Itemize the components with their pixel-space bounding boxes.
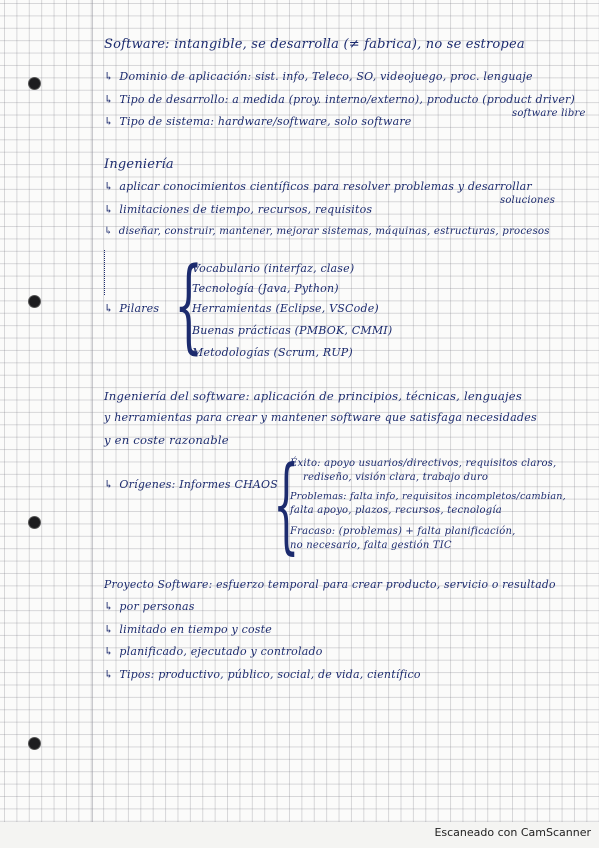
ingenieria-title: Ingeniería [104,157,174,172]
chaos-exito-cont: rediseño, visión clara, trabajo duro [303,472,489,483]
pilar-item: Herramientas (Eclipse, VSCode) [192,302,379,315]
list-item: ↳ limitaciones de tiempo, recursos, requisitos [104,203,373,216]
list-item: ↳ Dominio de aplicación: sist. info, Teleco, SO, videojuego, proc. lenguaje [104,70,533,83]
connector-line [104,250,106,295]
pilar-item: Buenas prácticas (PMBOK, CMMI) [192,324,393,337]
ing-software-title-line: y en coste razonable [104,433,229,447]
list-item: ↳ Tipo de desarrollo: a medida (proy. interno/externo), producto (product driver) [104,93,576,106]
chaos-problemas-cont: falta apoyo, plazos, recursos, tecnología [290,505,502,516]
pilar-item: Metodologías (Scrum, RUP) [192,346,353,359]
software-title: Software: intangible, se desarrolla (≠ fabrica), no se estropea [104,37,525,52]
chaos-problemas: Problemas: falta info, requisitos incompletos/cambian, [290,491,566,502]
list-item: ↳ por personas [104,600,195,613]
list-item: ↳ Tipos: productivo, público, social, de vida, científico [104,668,421,681]
origenes-label: ↳ Orígenes: Informes CHAOS [104,478,278,491]
list-item-continuation: soluciones [500,195,556,206]
list-item: ↳ planificado, ejecutado y controlado [104,645,323,658]
pilares-brace: { [174,246,204,365]
list-item: ↳ aplicar conocimientos científicos para resolver problemas y desarrollar [104,180,532,193]
list-item: ↳ diseñar, construir, mantener, mejorar sistemas, máquinas, estructuras, procesos [104,226,550,237]
binder-hole [29,517,40,528]
ing-software-title-line: y herramientas para crear y mantener software que satisfaga necesidades [104,411,537,424]
proyecto-title: Proyecto Software: esfuerzo temporal para crear producto, servicio o resultado [104,578,556,591]
chaos-fracaso: Fracaso: (problemas) + falta planificación, [290,526,516,537]
list-item-continuation: software libre [512,108,586,119]
binder-hole [29,78,40,89]
pilar-item: Vocabulario (interfaz, clase) [192,262,355,275]
list-item: ↳ Tipo de sistema: hardware/software, solo software [104,115,412,128]
margin-line [92,0,93,822]
chaos-brace: { [273,443,300,565]
pilares-label: ↳ Pilares [104,302,160,315]
list-item: ↳ limitado en tiempo y coste [104,623,272,636]
ing-software-title-line: Ingeniería del software: aplicación de principios, técnicas, lenguajes [104,389,522,403]
chaos-fracaso-cont: no necesario, falta gestión TIC [290,540,452,551]
scanner-watermark: Escaneado con CamScanner [434,826,591,839]
pilar-item: Tecnología (Java, Python) [192,282,339,295]
binder-hole [29,296,40,307]
binder-hole [29,738,40,749]
chaos-exito: Éxito: apoyo usuarios/directivos, requisitos claros, [290,458,557,469]
